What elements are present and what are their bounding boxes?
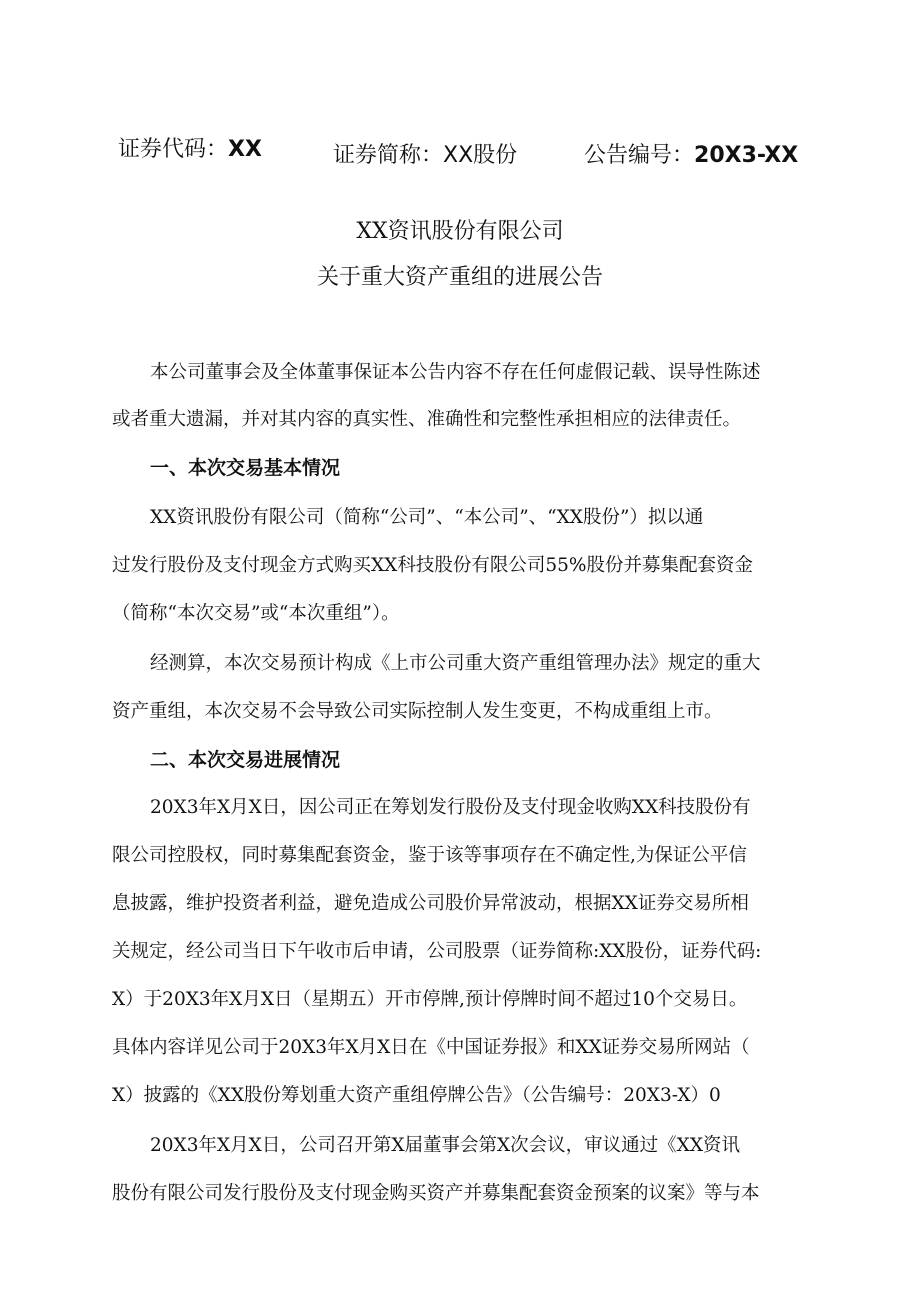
s2-p1-line-1: 20X3年X月X日，因公司正在筹划发行股份及支付现金收购XX科技股份有 [150,797,751,818]
s2-p2-line-1: 20X3年X月X日，公司召开第X届董事会第X次会议，审议通过《XX资讯 [150,1135,741,1156]
announcement-subject: 关于重大资产重组的进展公告 [316,265,603,290]
s2-p1-line-4: 关规定，经公司当日下午收市后申请，公司股票（证券简称:XX股份，证券代码: [112,941,762,962]
s2-p1-line-6: 具体内容详见公司于20X3年X月X日在《中国证券报》和XX证券交易所网站（ [112,1037,750,1058]
s1-p2-line-2: 资产重组，本次交易不会导致公司实际控制人发生变更，不构成重组上市。 [112,701,723,722]
s2-p1-line-7: X）披露的《XX股份筹划重大资产重组停牌公告》（公告编号：20X3-X）0 [112,1085,721,1106]
s2-p1-line-3: 息披露，维护投资者利益，避免造成公司股价异常波动，根据XX证券交易所相 [112,893,749,914]
s1-p2-line-1: 经测算，本次交易预计构成《上市公司重大资产重组管理办法》规定的重大 [150,653,761,674]
section-heading-2: 二、本次交易进展情况 [150,749,341,771]
s2-p1-line-2: 限公司控股权，同时募集配套资金，鉴于该等事项存在不确定性,为保证公平信 [112,845,747,866]
security-short-name-label: 证券简称： [333,143,444,168]
s1-p1-line-1: XX资讯股份有限公司（简称“公司”、“本公司”、“XX股份”）拟以通 [150,507,704,528]
section-heading-1: 一、本次交易基本情况 [150,457,341,479]
intro-line-2: 或者重大遗漏，并对其内容的真实性、准确性和完整性承担相应的法律责任。 [112,409,742,430]
s2-p2-line-2: 股份有限公司发行股份及支付现金购买资产并募集配套资金预案的议案》等与本 [112,1183,760,1204]
security-code [118,132,262,163]
intro-line-1: 本公司董事会及全体董事保证本公告内容不存在任何虚假记载、误导性陈述 [150,362,761,383]
security-short-name [333,138,517,169]
s1-p1-line-2: 过发行股份及支付现金方式购买XX科技股份有限公司55%股份并募集配套资金 [112,555,753,576]
company-title: XX资讯股份有限公司 [356,219,564,244]
announcement-number-label: 公告编号： [584,143,695,168]
security-code-value: XX [228,137,262,162]
security-short-name-value: XX股份 [443,143,518,168]
s1-p1-line-3: （简称“本次交易”或“本次重组”）。 [112,603,400,624]
announcement-number [584,138,798,169]
s2-p1-line-5: X）于20X3年X月X日（星期五）开市停牌,预计停牌时间不超过10个交易日。 [112,989,748,1010]
security-code-label: 证券代码： [118,137,229,162]
announcement-number-value: 20X3-XX [694,143,799,168]
